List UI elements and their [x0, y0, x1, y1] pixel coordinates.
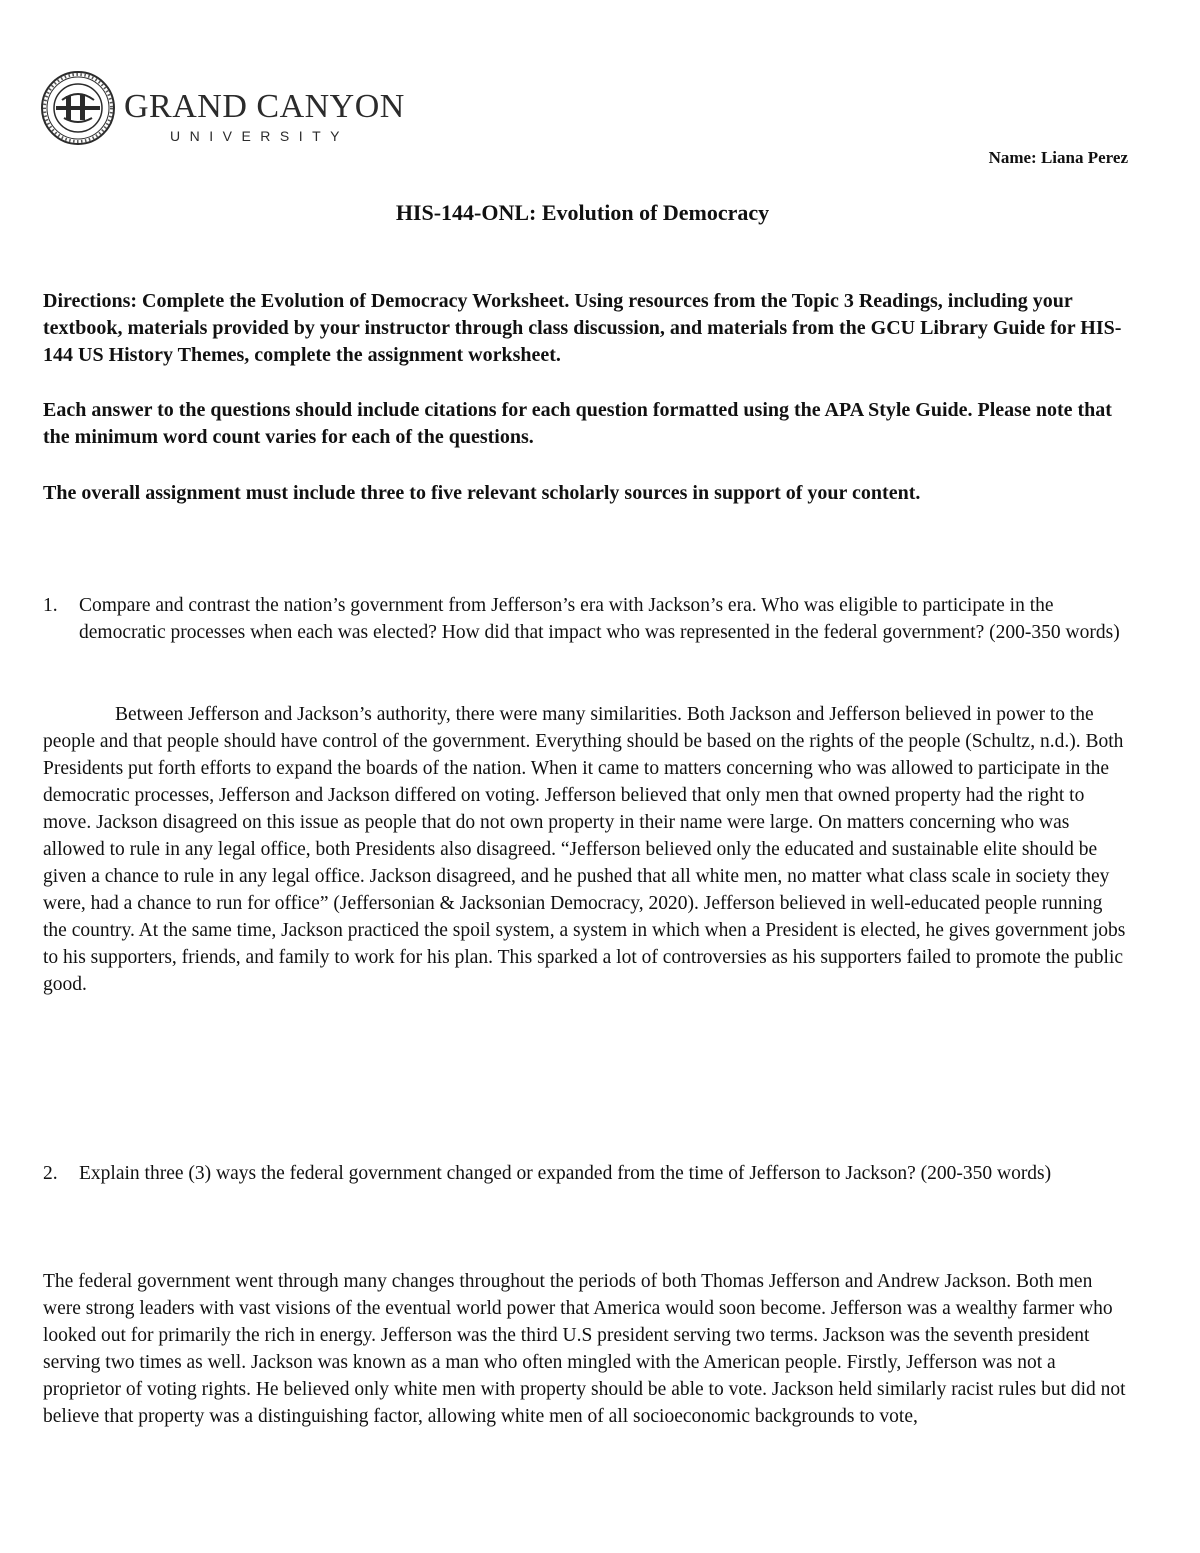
question-text: Explain three (3) ways the federal government changed or expanded from the time of Jefferson to Jackson? (200-350 words) — [79, 1163, 1052, 1184]
student-name: Name: Liana Perez — [988, 148, 1128, 167]
directions-paragraph: Directions: Complete the Evolution of Democracy Worksheet. Using resources from the Topic 3 Readings, including your textbook, materials provided by your instructor through class discussion, and materials from the GCU Library Guide for HIS-144 US History Themes, complete the assignment worksheet. — [43, 290, 1122, 366]
sources-requirement-paragraph: The overall assignment must include three to five relevant scholarly sources in support of your content. — [43, 482, 921, 504]
logo-name-line1: GRAND CANYON — [124, 88, 405, 125]
question-number: 2. — [43, 1163, 58, 1184]
citation-requirements-paragraph: Each answer to the questions should include citations for each question formatted using the APA Style Guide. Please note that the minimum word count varies for each of the questions. — [43, 399, 1112, 448]
answer-1: Between Jefferson and Jackson’s authority, there were many similarities. Both Jackson and Jefferson believed in power to the people and that people should have control of the government. Everything should be based on the rights of the people (Schultz, n.d.). Both Presidents put forth efforts to expand the boards of the nation. When it came to matters concerning who was allowed to participate in the democratic processes, Jefferson and Jackson differed on voting. Jefferson believed that only men that owned property had the right to move. Jackson disagreed on this issue as people that do not own property in their name were large. On matters concerning who was allowed to rule in any legal office, both Presidents also disagreed. “Jefferson believed only the educated and sustainable elite should be given a chance to rule in any legal office. Jackson disagreed, and he pushed that all white men, no matter what class scale in society they were, had a chance to run for office” (Jeffersonian & Jacksonian Democracy, 2020). Jefferson believed in well-educated people running the country. At the same time, Jackson practiced the spoil system, a system in which when a President is elected, he gives government jobs to his supporters, friends, and family to work for his plan. This sparked a lot of controversies as his supporters failed to promote the public good. — [43, 704, 1126, 995]
logo-name-line2: UNIVERSITY — [170, 128, 350, 144]
question-number: 1. — [43, 595, 58, 616]
answer-2: The federal government went through many changes throughout the periods of both Thomas Jefferson and Andrew Jackson. Both men were strong leaders with vast visions of the eventual world power that America would soon become. Jefferson was a wealthy farmer who looked out for primarily the rich in energy. Jefferson was the third U.S president serving two terms. Jackson was the seventh president serving two times as well. Jackson was known as a man who often mingled with the American people. Firstly, Jefferson was not a proprietor of voting rights. He believed only white men with property should be able to vote. Jackson held similarly racist rules but did not believe that property was a distinguishing factor, allowing white men of all socioeconomic backgrounds to vote, — [43, 1271, 1126, 1427]
question-2 — [43, 1160, 1143, 1187]
university-logo — [40, 70, 405, 150]
question-1 — [43, 592, 1143, 646]
university-seal-icon — [40, 70, 116, 146]
page-title: HIS-144-ONL: Evolution of Democracy — [395, 200, 770, 225]
question-text: Compare and contrast the nation’s government from Jefferson’s era with Jackson’s era. Who was eligible to participate in the democratic processes when each was elected? How did that impact who was represented in the federal government? (200-350 words) — [79, 595, 1120, 643]
